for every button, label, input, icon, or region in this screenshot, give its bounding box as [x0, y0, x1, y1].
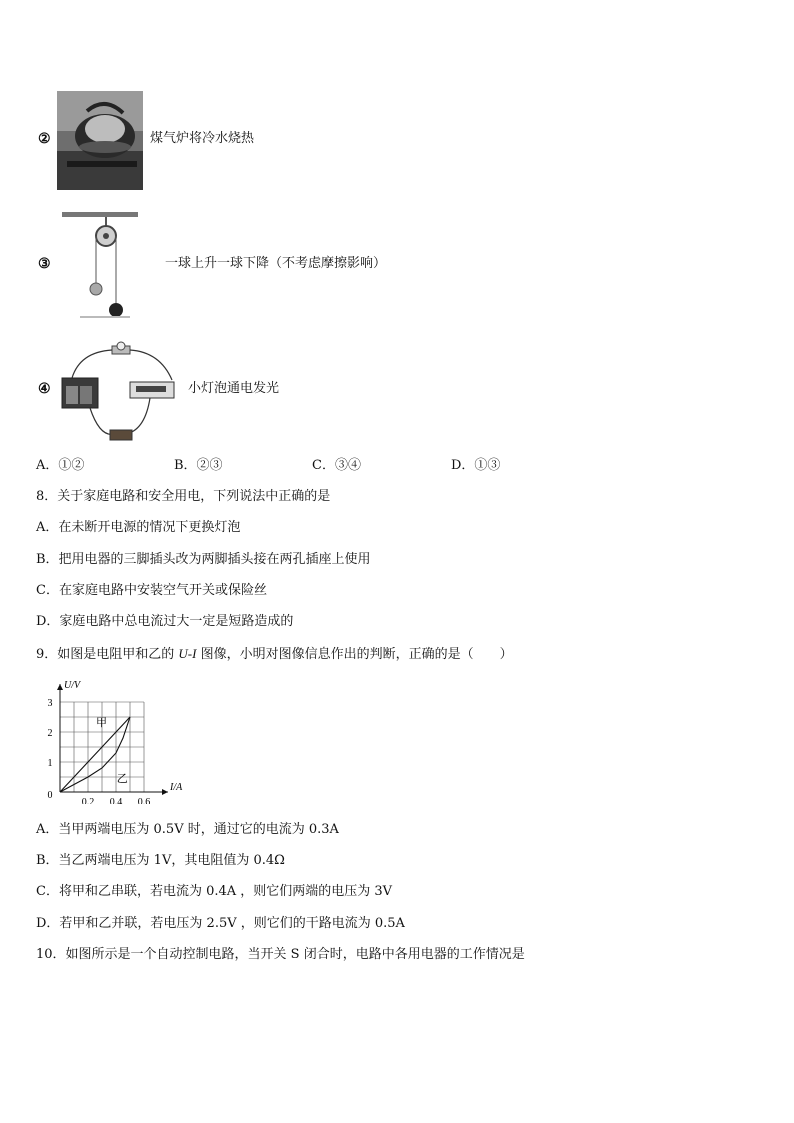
q8-option-c[interactable]: C．在家庭电路中安装空气开关或保险丝: [36, 583, 267, 598]
q7-option-c[interactable]: C．③④: [312, 458, 361, 473]
ui-chart-svg: [36, 672, 196, 804]
q8-option-a[interactable]: A．在未断开电源的情况下更换灯泡: [36, 520, 241, 535]
q9-stem-prefix: 9．如图是电阻甲和乙的: [36, 647, 175, 662]
y-tick-label: 2: [47, 728, 53, 739]
item-marker: ③: [38, 257, 51, 272]
q7-option-a[interactable]: A．①②: [36, 458, 85, 473]
item-text-light-bulb: 小灯泡通电发光: [188, 381, 280, 396]
light-bulb-circuit-photo: [60, 338, 182, 444]
q9-option-b[interactable]: B．当乙两端电压为 1V，其电阻值为 0.4Ω: [36, 853, 285, 868]
q7-option-b[interactable]: B．②③: [174, 458, 223, 473]
item-text-pulley: 一球上升一球下降（不考虑摩擦影响）: [165, 256, 387, 271]
y-axis-label: U/V: [64, 680, 81, 691]
item-text-gas-stove: 煤气炉将冷水烧热: [150, 131, 255, 146]
q9-option-a[interactable]: A．当甲两端电压为 0.5V 时，通过它的电流为 0.3A: [36, 822, 339, 837]
pulley-balls-photo: [62, 212, 144, 318]
q8-option-b[interactable]: B．把用电器的三脚插头改为两脚插头接在两孔插座上使用: [36, 552, 371, 567]
x-tick-label: 0.2: [81, 797, 95, 804]
x-tick-label: 0.4: [109, 797, 123, 804]
q8-stem: 8．关于家庭电路和安全用电，下列说法中正确的是: [36, 489, 331, 504]
q9-option-d[interactable]: D．若甲和乙并联，若电压为 2.5V ，则它们的干路电流为 0.5A: [36, 916, 405, 931]
q9-stem-suffix: 图像，小明对图像信息作出的判断，正确的是（ ）: [200, 647, 513, 662]
x-tick-label: 0.6: [137, 797, 151, 804]
x-axis-arrow: [162, 789, 168, 795]
q9-stem-italic: U-I: [178, 646, 197, 661]
item-marker: ②: [38, 132, 51, 147]
y-axis-arrow: [57, 684, 63, 690]
q9-stem: [36, 646, 513, 663]
item-marker: ④: [38, 382, 51, 397]
y-tick-label: 1: [47, 758, 53, 769]
q10-stem: 10．如图所示是一个自动控制电路，当开关 S 闭合时，电路中各用电器的工作情况是: [36, 947, 525, 962]
q7-option-d[interactable]: D．①③: [451, 458, 501, 473]
y-tick-label: 3: [47, 698, 53, 709]
origin-label: 0: [47, 790, 53, 801]
series-label-yi: 乙: [116, 773, 128, 785]
q8-option-d[interactable]: D．家庭电路中总电流过大一定是短路造成的: [36, 614, 294, 629]
x-axis-label: I/A: [170, 782, 183, 793]
gas-stove-photo: [57, 91, 143, 190]
series-label-jia: 甲: [96, 717, 107, 729]
ui-chart: [36, 672, 196, 804]
q9-option-c[interactable]: C．将甲和乙串联，若电流为 0.4A ，则它们两端的电压为 3V: [36, 884, 393, 899]
